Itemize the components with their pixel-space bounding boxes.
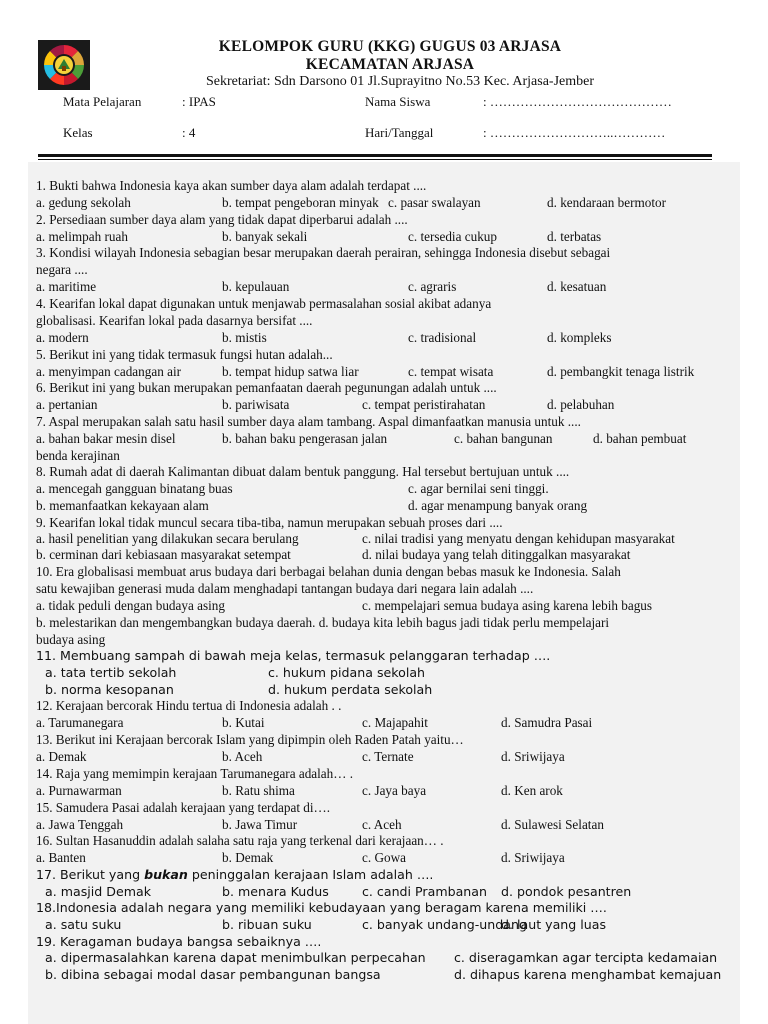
- q5-option-b[interactable]: b. tempat hidup satwa liar: [222, 364, 359, 379]
- q9-option-b[interactable]: b. cerminan dari kebiasaan masyarakat setempat: [36, 547, 291, 562]
- question-9: 9. Kearifan lokal tidak muncul secara tiba-tiba, namun merupakan sebuah proses dari ....: [36, 515, 503, 530]
- question-7: 7. Aspal merupakan salah satu hasil sumber daya alam tambang. Aspal dimanfaatkan manusia untuk ....: [36, 414, 581, 429]
- q4-option-a[interactable]: a. modern: [36, 330, 89, 345]
- q17-suffix: peninggalan kerajaan Islam adalah ….: [187, 867, 434, 882]
- hari-field[interactable]: : ………………………..…………: [483, 125, 666, 140]
- q12-option-b[interactable]: b. Kutai: [222, 715, 265, 730]
- q6-option-d[interactable]: d. pelabuhan: [547, 397, 615, 412]
- question-18: 18.Indonesia adalah negara yang memiliki kebudayaan yang beragam karena memiliki ….: [36, 900, 607, 915]
- question-19: 19. Keragaman budaya bangsa sebaiknya ….: [36, 934, 322, 949]
- question-1: 1. Bukti bahwa Indonesia kaya akan sumber daya alam adalah terdapat ....: [36, 178, 427, 193]
- q14-option-a[interactable]: a. Purnawarman: [36, 783, 122, 798]
- q11-option-d[interactable]: d. hukum perdata sekolah: [268, 682, 433, 697]
- q5-option-d[interactable]: d. pembangkit tenaga listrik: [547, 364, 695, 379]
- question-10: 10. Era globalisasi membuat arus budaya dari berbagai belahan dunia dengan bebas masuk ke Indonesia. Salah: [36, 564, 621, 579]
- question-13: 13. Berikut ini Kerajaan bercorak Islam yang dipimpin oleh Raden Patah yaitu…: [36, 732, 464, 747]
- header-title: KELOMPOK GURU (KKG) GUGUS 03 ARJASA: [218, 38, 562, 55]
- hari-label: Hari/Tanggal: [365, 125, 434, 140]
- q6-option-b[interactable]: b. pariwisata: [222, 397, 290, 412]
- q1-option-b[interactable]: b. tempat pengeboran minyak: [222, 195, 379, 210]
- q15-option-a[interactable]: a. Jawa Tenggah: [36, 817, 124, 832]
- nama-label: Nama Siswa: [365, 94, 431, 109]
- q4-option-c[interactable]: c. tradisional: [408, 330, 477, 345]
- question-3-cont: negara ....: [36, 262, 88, 277]
- question-10-cont: satu kewajiban generasi muda dalam menghadapi tantangan budaya dari negara lain adalah ....: [36, 581, 534, 596]
- q7-option-a[interactable]: a. bahan bakar mesin disel: [36, 431, 176, 446]
- q3-option-b[interactable]: b. kepulauan: [222, 279, 290, 294]
- q9-option-c[interactable]: c. nilai tradisi yang menyatu dengan kehidupan masyarakat: [362, 531, 675, 546]
- q14-option-b[interactable]: b. Ratu shima: [222, 783, 295, 798]
- q3-option-c[interactable]: c. agraris: [408, 279, 457, 294]
- q13-option-c[interactable]: c. Ternate: [362, 749, 414, 764]
- q2-option-d[interactable]: d. terbatas: [547, 229, 602, 244]
- q13-option-b[interactable]: b. Aceh: [222, 749, 263, 764]
- q13-option-a[interactable]: a. Demak: [36, 749, 87, 764]
- q16-option-b[interactable]: b. Demak: [222, 850, 274, 865]
- q7-option-d-cont: benda kerajinan: [36, 448, 120, 463]
- q7-option-d[interactable]: d. bahan pembuat: [593, 431, 687, 446]
- q6-option-c[interactable]: c. tempat peristirahatan: [362, 397, 486, 412]
- mapel-value: : IPAS: [182, 94, 216, 109]
- q15-option-d[interactable]: d. Sulawesi Selatan: [501, 817, 604, 832]
- q18-option-b[interactable]: b. ribuan suku: [222, 917, 312, 932]
- q13-option-d[interactable]: d. Sriwijaya: [501, 749, 565, 764]
- q18-option-a[interactable]: a. satu suku: [45, 917, 122, 932]
- letterhead: [0, 0, 768, 150]
- question-4: 4. Kearifan lokal dapat digunakan untuk menjawab permasalahan sosial akibat adanya: [36, 296, 492, 311]
- q7-option-c[interactable]: c. bahan bangunan: [454, 431, 553, 446]
- kelas-value: : 4: [182, 125, 196, 140]
- q4-option-b[interactable]: b. mistis: [222, 330, 267, 345]
- question-11: 11. Membuang sampah di bawah meja kelas, termasuk pelanggaran terhadap ….: [36, 648, 551, 663]
- question-4-cont: globalisasi. Kearifan lokal pada dasarnya bersifat ....: [36, 313, 313, 328]
- question-6: 6. Berikut ini yang bukan merupakan pemanfaatan daerah pegunungan adalah untuk ....: [36, 380, 497, 395]
- q16-option-c[interactable]: c. Gowa: [362, 850, 406, 865]
- q5-option-c[interactable]: c. tempat wisata: [408, 364, 494, 379]
- q3-option-a[interactable]: a. maritime: [36, 279, 97, 294]
- q11-option-c[interactable]: c. hukum pidana sekolah: [268, 665, 426, 680]
- q10-option-b-d[interactable]: b. melestarikan dan mengembangkan budaya daerah. d. budaya kita lebih bagus jadi tidak perlu mempelajari: [36, 615, 610, 630]
- q12-option-c[interactable]: c. Majapahit: [362, 715, 428, 730]
- q8-option-a[interactable]: a. mencegah gangguan binatang buas: [36, 481, 233, 496]
- question-16: 16. Sultan Hasanuddin adalah salaha satu raja yang terkenal dari kerajaan… .: [36, 833, 444, 848]
- q10-option-c[interactable]: c. mempelajari semua budaya asing karena lebih bagus: [362, 598, 653, 613]
- q8-option-c[interactable]: c. agar bernilai seni tinggi.: [408, 481, 549, 496]
- question-5: 5. Berikut ini yang tidak termasuk fungsi hutan adalah...: [36, 347, 333, 362]
- q14-option-d[interactable]: d. Ken arok: [501, 783, 563, 798]
- mapel-label: Mata Pelajaran: [63, 94, 142, 109]
- question-17: [36, 867, 433, 883]
- q16-option-a[interactable]: a. Banten: [36, 850, 86, 865]
- q6-option-a[interactable]: a. pertanian: [36, 397, 98, 412]
- q5-option-a[interactable]: a. menyimpan cadangan air: [36, 364, 181, 379]
- question-15: 15. Samudera Pasai adalah kerajaan yang terdapat di….: [36, 800, 331, 815]
- q18-option-c[interactable]: c. banyak undang-undang: [362, 917, 527, 932]
- q3-option-d[interactable]: d. kesatuan: [547, 279, 607, 294]
- q2-option-b[interactable]: b. banyak sekali: [222, 229, 308, 244]
- q19-option-c[interactable]: c. diseragamkan agar tercipta kedamaian: [454, 950, 718, 965]
- divider-thin: [38, 159, 712, 160]
- q11-option-a[interactable]: a. tata tertib sekolah: [45, 665, 177, 680]
- q12-option-a[interactable]: a. Tarumanegara: [36, 715, 124, 730]
- q17-emphasis: bukan: [144, 867, 188, 882]
- q9-option-d[interactable]: d. nilai budaya yang telah ditinggalkan masyarakat: [362, 547, 631, 562]
- q15-option-c[interactable]: c. Aceh: [362, 817, 402, 832]
- q10-option-a[interactable]: a. tidak peduli dengan budaya asing: [36, 598, 225, 613]
- q8-option-b[interactable]: b. memanfaatkan kekayaan alam: [36, 498, 209, 513]
- q1-option-c[interactable]: c. pasar swalayan: [388, 195, 481, 210]
- question-3: 3. Kondisi wilayah Indonesia sebagian besar merupakan daerah perairan, sehingga Indonesia disebut sebagai: [36, 245, 611, 260]
- q8-option-d[interactable]: d. agar menampung banyak orang: [408, 498, 588, 513]
- question-2: 2. Persediaan sumber daya alam yang tidak dapat diperbarui adalah ....: [36, 212, 408, 227]
- header-subtitle: KECAMATAN ARJASA: [305, 56, 475, 73]
- q9-option-a[interactable]: a. hasil penelitian yang dilakukan secara berulang: [36, 531, 299, 546]
- question-8: 8. Rumah adat di daerah Kalimantan dibuat dalam bentuk panggung. Hal tersebut bertujuan untuk ....: [36, 464, 570, 479]
- q17-option-b[interactable]: b. menara Kudus: [222, 884, 329, 899]
- q7-option-b[interactable]: b. bahan baku pengerasan jalan: [222, 431, 388, 446]
- q17-option-d[interactable]: d. pondok pesantren: [501, 884, 632, 899]
- question-12: 12. Kerajaan bercorak Hindu tertua di Indonesia adalah . .: [36, 698, 342, 713]
- q1-option-a[interactable]: a. gedung sekolah: [36, 195, 131, 210]
- q19-option-b[interactable]: b. dibina sebagai modal dasar pembangunan bangsa: [45, 967, 381, 982]
- nama-field[interactable]: : ……………………………………: [483, 94, 672, 109]
- q19-option-a[interactable]: a. dipermasalahkan karena dapat menimbulkan perpecahan: [45, 950, 426, 965]
- divider-thick: [38, 154, 712, 157]
- q16-option-d[interactable]: d. Sriwijaya: [501, 850, 565, 865]
- q12-option-d[interactable]: d. Samudra Pasai: [501, 715, 593, 730]
- q4-option-d[interactable]: d. kompleks: [547, 330, 612, 345]
- kkg-logo-icon: [38, 40, 90, 90]
- q17-option-a[interactable]: a. masjid Demak: [45, 884, 151, 899]
- q11-option-b[interactable]: b. norma kesopanan: [45, 682, 174, 697]
- kelas-label: Kelas: [63, 125, 93, 140]
- q18-option-d[interactable]: d. laut yang luas: [501, 917, 607, 932]
- question-14: 14. Raja yang memimpin kerajaan Tarumanegara adalah… .: [36, 766, 354, 781]
- q10-option-d-cont: budaya asing: [36, 632, 106, 647]
- q17-option-c[interactable]: c. candi Prambanan: [362, 884, 487, 899]
- q15-option-b[interactable]: b. Jawa Timur: [222, 817, 298, 832]
- q2-option-c[interactable]: c. tersedia cukup: [408, 229, 497, 244]
- header-address: Sekretariat: Sdn Darsono 01 Jl.Suprayitno No.53 Kec. Arjasa-Jember: [205, 74, 595, 89]
- q1-option-d[interactable]: d. kendaraan bermotor: [547, 195, 667, 210]
- q19-option-d[interactable]: d. dihapus karena menghambat kemajuan: [454, 967, 722, 982]
- q2-option-a[interactable]: a. melimpah ruah: [36, 229, 128, 244]
- q14-option-c[interactable]: c. Jaya baya: [362, 783, 427, 798]
- q17-prefix: 17. Berikut yang: [36, 867, 145, 882]
